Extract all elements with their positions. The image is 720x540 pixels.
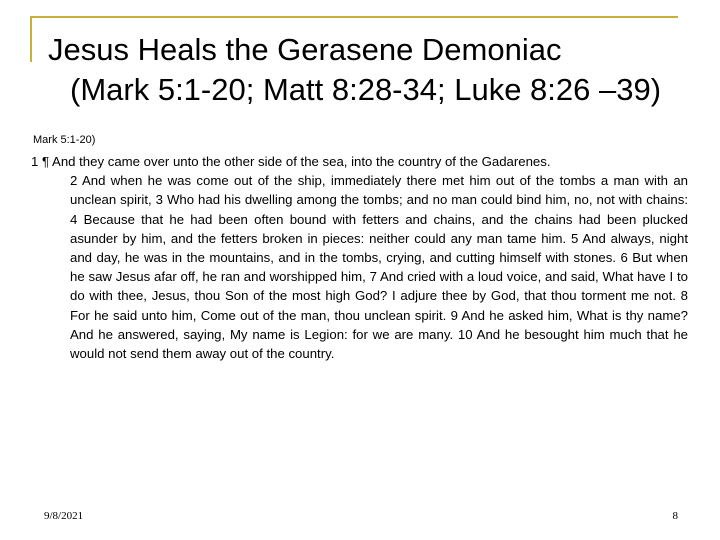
slide-title	[48, 30, 698, 110]
title-line-1: Jesus Heals the Gerasene Demoniac	[48, 32, 562, 67]
title-line-2: (Mark 5:1-20; Matt 8:28-34; Luke 8:26 –39)	[70, 72, 662, 107]
page-number: 8	[672, 510, 678, 522]
scripture-body	[31, 152, 691, 363]
frame-top-border	[30, 16, 678, 18]
footer-date: 9/8/2021	[44, 510, 84, 522]
verse-first-line: 1 ¶ And they came over unto the other side of the sea, into the country of the Gadarenes.	[31, 154, 551, 169]
verse-continuation: 2 And when he was come out of the ship, immediately there met him out of the tombs a man with an unclean spirit, 3 Who had his dwelling among the tombs; and no man could bind him, no, not with chains: 4 Because that he had been often bound with fetters and chains, and the chains had been plucked asunder by him, and the fetters broken in pieces: neither could any man tame him. 5 And always, night and day, he was in the mountains, and in the tombs, crying, and cutting himself with stones. 6 But when he saw Jesus afar off, he ran and worshipped him, 7 And cried with a loud voice, and said, What have I to do with thee, Jesus, thou Son of the most high God? I adjure thee by God, that thou torment me not. 8 For he said unto him, Come out of the man, thou unclean spirit. 9 And he asked him, What is thy name? And he answered, saying, My name is Legion: for we are many. 10 And he besought him much that he would not send them away out of the country.	[70, 173, 688, 362]
scripture-reference: Mark 5:1-20)	[33, 134, 96, 146]
frame-left-border	[30, 16, 32, 62]
